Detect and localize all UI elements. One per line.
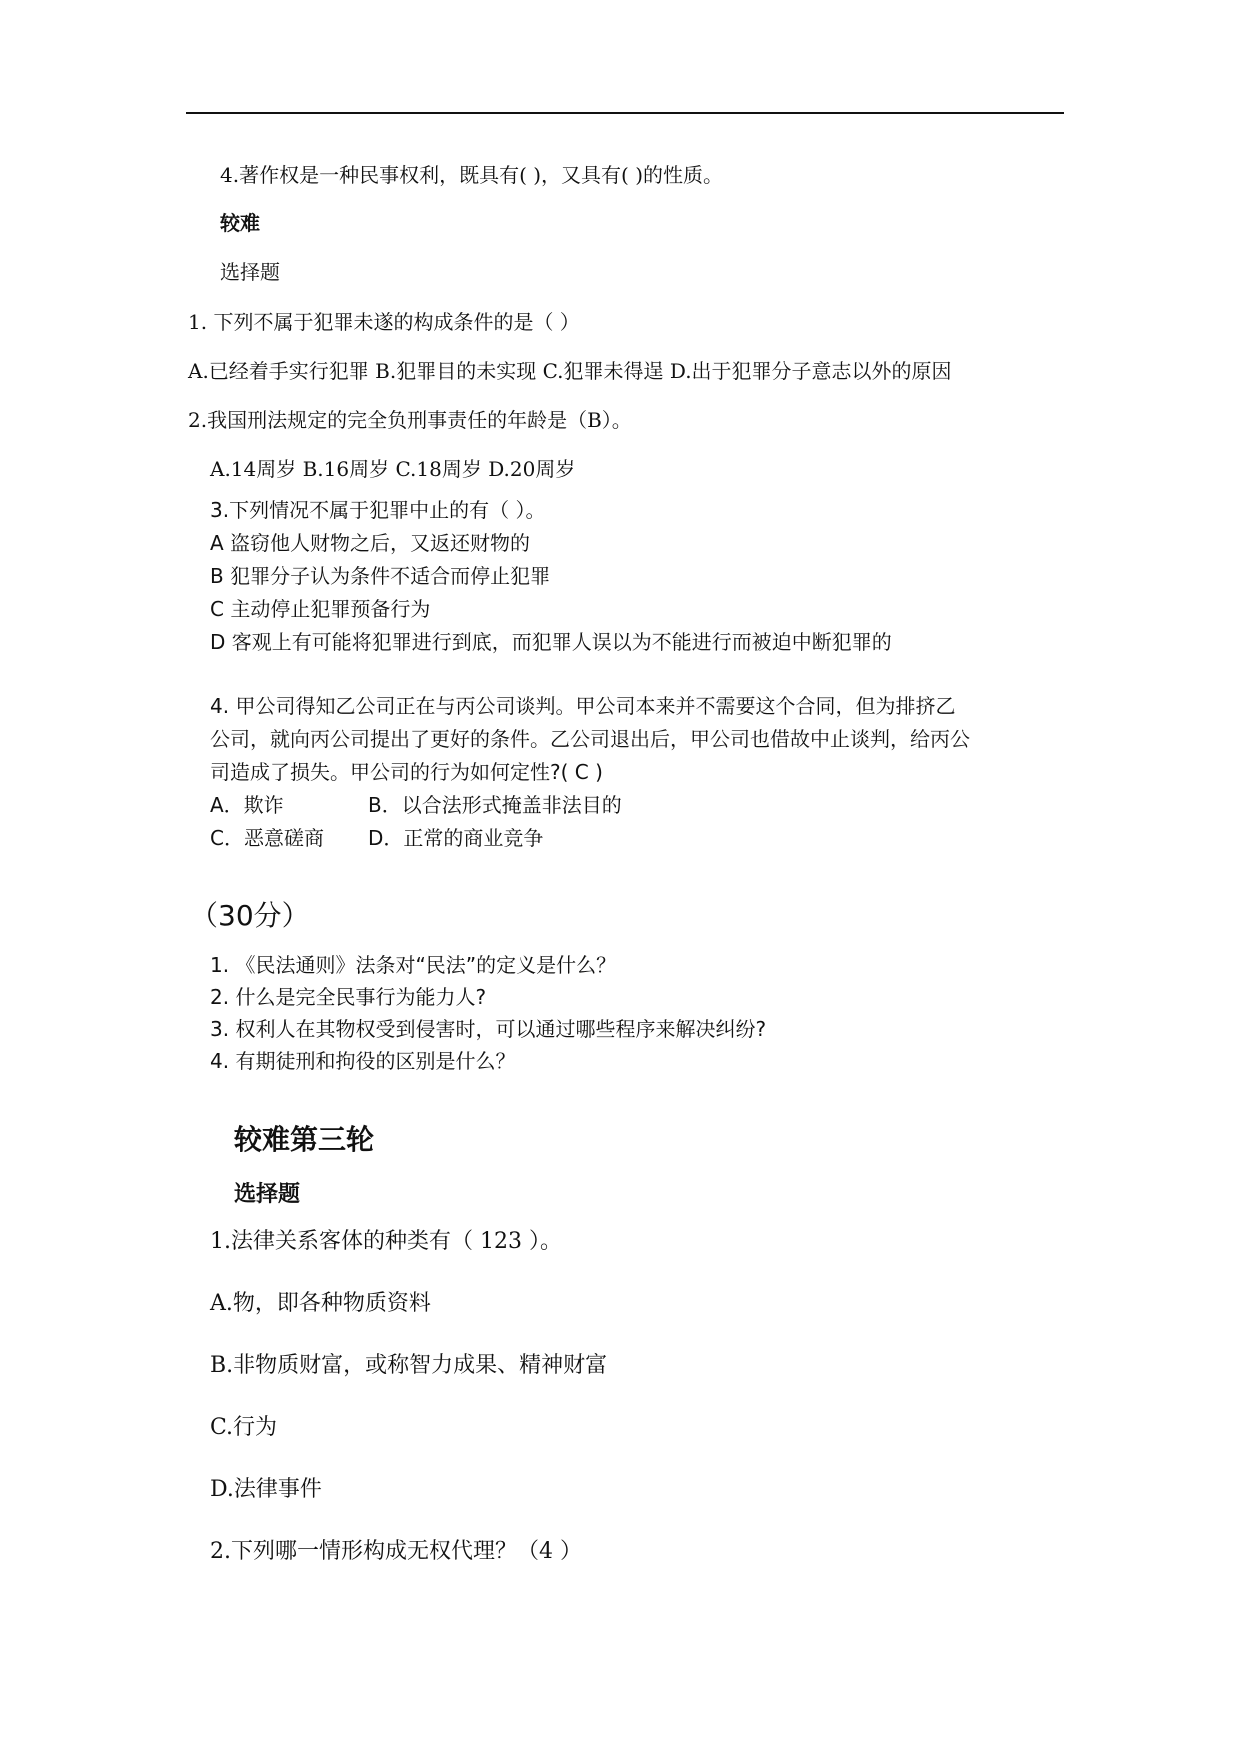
answer-option: D．正常的商业竞争 xyxy=(368,826,544,850)
header-rule xyxy=(186,112,1064,114)
section-heading: 较难 xyxy=(220,211,260,235)
answer-option: A.物，即各种物质资料 xyxy=(210,1291,431,1316)
answer-option: B 犯罪分子认为条件不适合而停止犯罪 xyxy=(210,564,551,588)
answer-options: A.已经着手实行犯罪 B.犯罪目的未实现 C.犯罪未得逞 D.出于犯罪分子意志以外的原因 xyxy=(188,359,952,383)
answer-option: C 主动停止犯罪预备行为 xyxy=(210,597,431,621)
section-heading: 较难第三轮 xyxy=(234,1123,375,1156)
section-subheading: 选择题 xyxy=(220,260,280,284)
answer-option: A．欺诈 xyxy=(210,793,284,817)
question-line: 4.著作权是一种民事权利，既具有( )，又具有( )的性质。 xyxy=(220,163,724,187)
answer-option: B．以合法形式掩盖非法目的 xyxy=(368,793,622,817)
question-line: 1. 《民法通则》法条对“民法”的定义是什么？ xyxy=(210,953,617,977)
question-line: 司造成了损失。甲公司的行为如何定性?( C ) xyxy=(210,760,603,784)
answer-option: A 盗窃他人财物之后，又返还财物的 xyxy=(210,531,531,555)
answer-option: C.行为 xyxy=(210,1415,278,1440)
question-line: 1. 下列不属于犯罪未遂的构成条件的是（ ） xyxy=(188,310,580,334)
section-heading: （30分） xyxy=(190,899,310,932)
answer-option: C．恶意磋商 xyxy=(210,826,324,850)
question-line: 3. 权利人在其物权受到侵害时，可以通过哪些程序来解决纠纷? xyxy=(210,1017,767,1041)
answer-option: B.非物质财富，或称智力成果、精神财富 xyxy=(210,1353,608,1378)
question-line: 4. 甲公司得知乙公司正在与丙公司谈判。甲公司本来并不需要这个合同，但为排挤乙 xyxy=(210,694,956,718)
question-line: 3.下列情况不属于犯罪中止的有（ ）。 xyxy=(210,498,546,522)
question-line: 2.我国刑法规定的完全负刑事责任的年龄是（B）。 xyxy=(188,408,632,432)
question-line: 公司，就向丙公司提出了更好的条件。乙公司退出后，甲公司也借故中止谈判，给丙公 xyxy=(210,727,970,751)
answer-option: D 客观上有可能将犯罪进行到底，而犯罪人误以为不能进行而被迫中断犯罪的 xyxy=(210,630,892,654)
question-line: 4. 有期徒刑和拘役的区别是什么？ xyxy=(210,1049,516,1073)
section-subheading: 选择题 xyxy=(234,1182,301,1207)
question-line: 2. 什么是完全民事行为能力人? xyxy=(210,985,487,1009)
question-line: 1.法律关系客体的种类有（ 123 ）。 xyxy=(210,1229,562,1254)
question-line: 2.下列哪一情形构成无权代理？（4 ） xyxy=(210,1539,582,1564)
answer-options: A.14周岁 B.16周岁 C.18周岁 D.20周岁 xyxy=(210,457,576,481)
answer-option: D.法律事件 xyxy=(210,1477,322,1502)
